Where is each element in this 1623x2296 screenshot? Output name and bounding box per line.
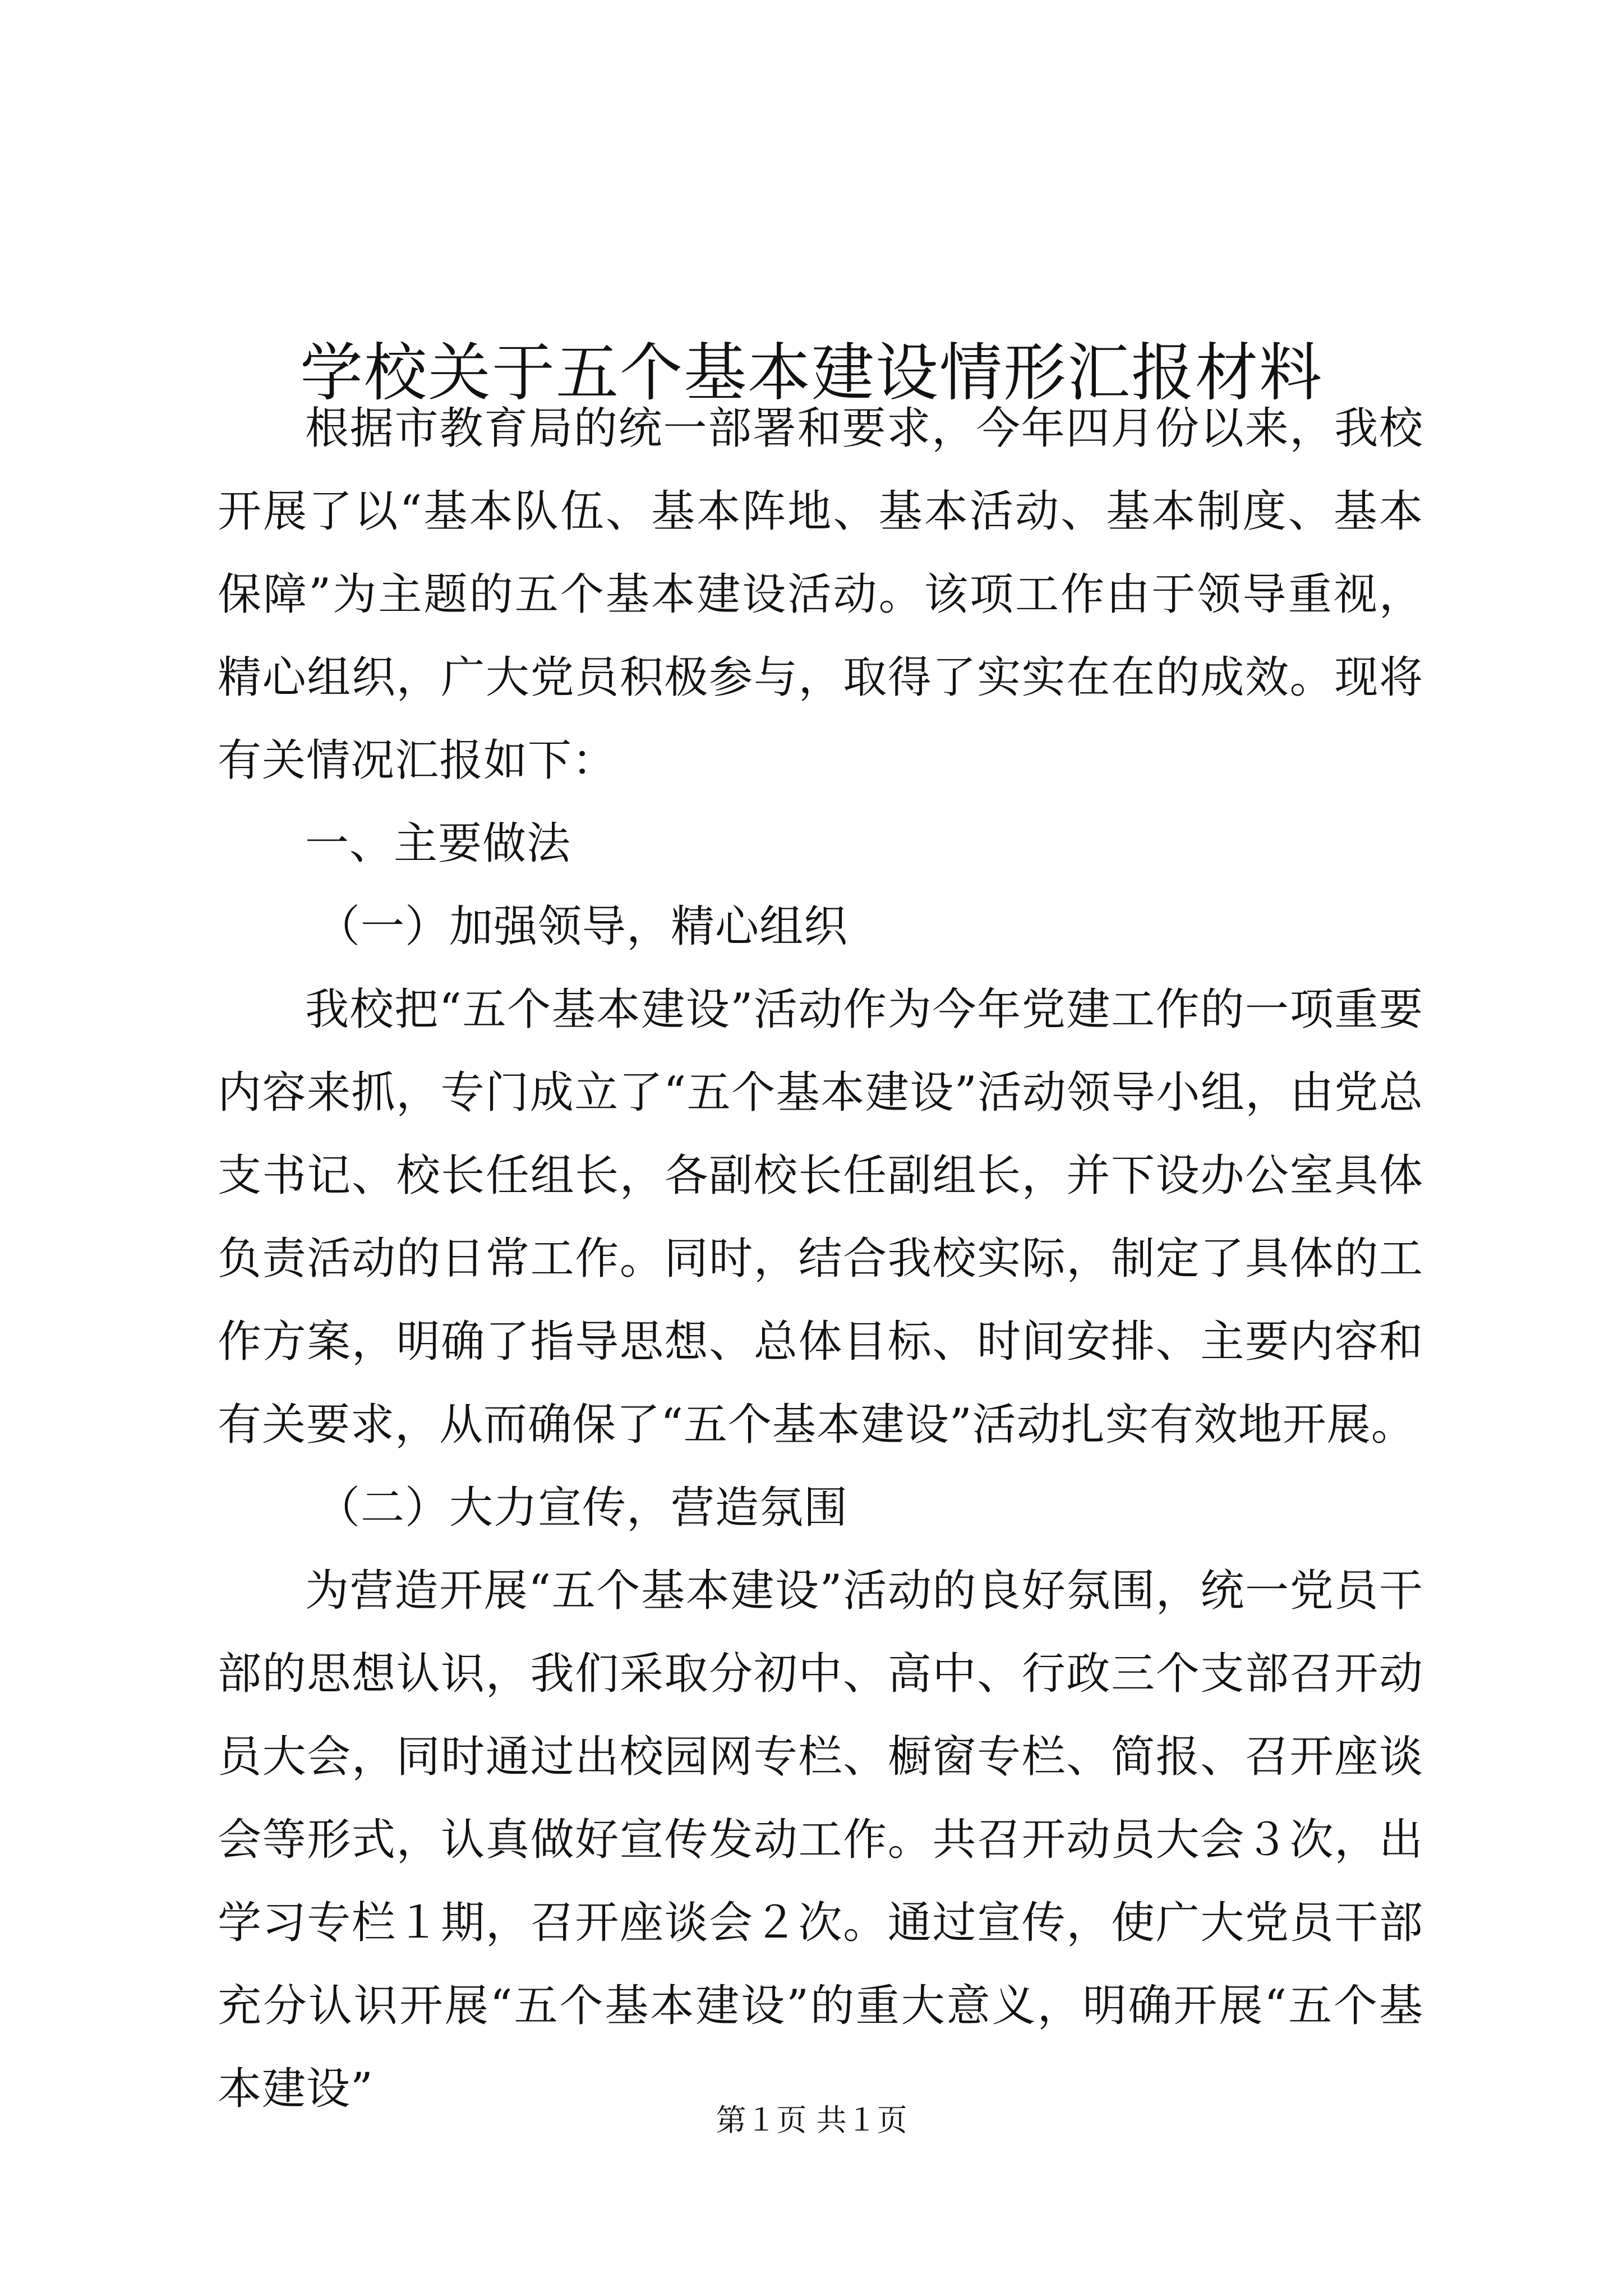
- subsection-heading-leadership: （一）加强领导，精心组织: [316, 901, 849, 952]
- page-number-footer: 第１页 共１页: [716, 2102, 907, 2138]
- leadership-paragraph: 我校把“五个基本建设”活动作为今年党建工作的一项重要内容来抓，专门成立了“五个基本建设”活动领导小组，由党总支书记、校长任组长，各副校长任副组长，并下设办公室具体负责活动的日常工作。同时，结合我校实际，制定了具体的工作方案，明确了指导思想、总体目标、时间安排、主要内容和有关要求，从而确保了“五个基本建设”活动扎实有效地开展。: [218, 984, 1423, 1450]
- section-heading-main-practices: 一、主要做法: [305, 818, 571, 869]
- document-title: 学校关于五个基本建设情形汇报材料: [300, 337, 1323, 410]
- publicity-paragraph: 为营造开展“五个基本建设”活动的良好氛围，统一党员干部的思想认识，我们采取分初中、高中、行政三个支部召开动员大会，同时通过出校园网专栏、橱窗专栏、简报、召开座谈会等形式，认真做好宣传发动工作。共召开动员大会３次，出学习专栏１期，召开座谈会２次。通过宣传，使广大党员干部充分认识开展“五个基本建设”的重大意义，明确开展“五个基本建设”: [218, 1566, 1423, 2114]
- document-body: [218, 387, 1423, 2131]
- subsection-heading-publicity: （二）大力宣传，营造氛围: [316, 1483, 849, 1533]
- intro-paragraph: 根据市教育局的统一部署和要求，今年四月份以来，我校开展了以“基本队伍、基本阵地、基本活动、基本制度、基本保障”为主题的五个基本建设活动。该项工作由于领导重视，精心组织，广大党员积极参与，取得了实实在在的成效。现将有关情况汇报如下：: [218, 403, 1423, 786]
